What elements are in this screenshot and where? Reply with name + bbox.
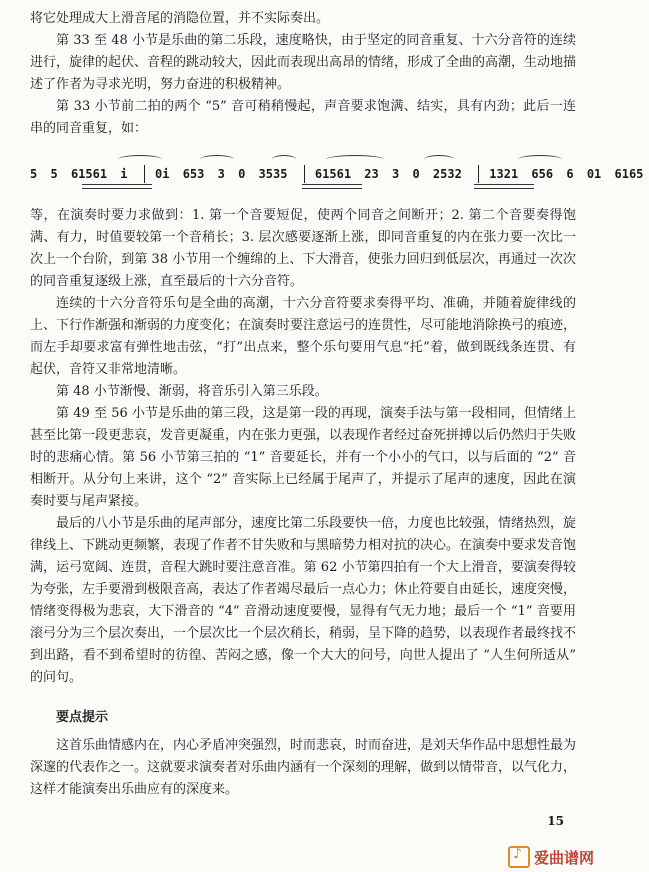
- note-group: 6165: [614, 166, 644, 181]
- note-group: 23: [364, 166, 379, 181]
- note-group: 656: [531, 166, 554, 181]
- note-group: 5: [30, 166, 38, 181]
- barline: [478, 165, 479, 183]
- page-number: 15: [547, 814, 564, 828]
- note-group: 3: [217, 166, 225, 181]
- note-group: 01: [586, 166, 602, 181]
- paragraph-8: 最后的八小节是乐曲的尾声部分，速度比第二乐段要快一倍，力度也比较强，情绪热烈，旋律线上、下跳动更频繁，表现了作者不甘失败和与黑暗势力相对抗的决心。在演奏中要求发音饱满，运弓宽阔、连贯，音程大跳时要注意音准。第 62 小节第四拍有一个大上滑音，要演奏得较为夸张，左手要滑到极限音高，表达了作者竭尽最后一点心力；休止符要自由延长，速度突慢，情绪变得极为悲哀，大下滑音的 “4” 音滑动速度要慢，显得有气无力地；最后一个 “1” 音要用滚弓分为三个层次奏出，一个层次比一个层次稍长，稍弱，呈下降的趋势，以表现作者最终找不到出路，看不到希望时的彷徨、苦闷之感，像一个大大的问号，向世人提出了 “人生何所适从” 的问句。: [30, 516, 577, 685]
- paragraph-9: 这首乐曲情感内在，内心矛盾冲突强烈，时而悲哀，时而奋进，是刘天华作品中思想性最为深邃的代表作之一。这就要求演奏者对乐曲内涵有一个深刻的理解，做到以情带音，以气化力，这样才能演奏出乐曲应有的深度来。: [30, 738, 577, 797]
- paragraph-7: 第 49 至 56 小节是乐曲的第三段，这是第一段的再现，演奏手法与第一段相同，但情绪上甚至比第一段更悲哀，发音更凝重，内在张力更强，以表现作者经过奋死拼搏以后仍然归于失败时的悲痛心情。第 56 小节第三拍的 “1” 音要延长，并有一个小小的气口，以与后面的 “2” 音相断开。从分句上来讲，这个 “2” 音实际上已经属于尾声了，并提示了尾声的速度，因此在演奏时要与尾声紧接。: [30, 406, 577, 509]
- note-group: 61561: [314, 166, 352, 181]
- note-group: 3: [391, 166, 400, 181]
- paragraph-4: 等，在演奏时要力求做到：1. 第一个音要短促，使两个同音之间断开；2. 第二个音要奏得饱满、有力，时值要较第一个音稍长；3. 层次感要逐渐上涨，即同音重复的内在张力要一次比一次上一个台阶，到第 38 小节用一个缠绵的上、下大滑音，使张力回归到低层次，再通过一次次的同音重复逐级上涨，直至最后的十六分音符。: [30, 208, 576, 289]
- note-group: 3535: [258, 166, 288, 181]
- notation-line: [30, 165, 644, 183]
- note-group: 2532: [432, 166, 462, 181]
- watermark-text: 爱曲谱网: [533, 848, 594, 867]
- paragraph-2: 第 33 至 48 小节是乐曲的第二乐段，速度略快，由于坚定的同音重复、十六分音符的连续进行，旋律的起伏、音程的跳动较大，因此而表现出高昂的情绪，形成了全曲的高潮，生动地描述了作者为寻求光明，努力奋进的积极精神。: [30, 33, 577, 92]
- note-group: 0: [238, 166, 246, 181]
- paragraph-1: 将它处理成大上滑音尾的消隐位置，并不实际奏出。: [30, 11, 330, 26]
- music-note-icon: [508, 846, 530, 868]
- note-group: 0: [412, 166, 420, 181]
- music-notation-excerpt: [30, 150, 644, 197]
- note-group: 653: [182, 166, 205, 181]
- barline: [304, 165, 305, 183]
- page-body: [30, 8, 644, 801]
- note-group: i: [120, 166, 128, 181]
- paragraph-3: 第 33 小节前二拍的两个 “5” 音可稍稍慢起，声音要求饱满、结实，具有内劲；此后一连串的同音重复，如：: [30, 99, 576, 136]
- note-group: 1321: [489, 166, 519, 181]
- note-group: 5: [50, 166, 58, 181]
- note-group: 61561: [70, 166, 108, 181]
- paragraph-6: 第 48 小节渐慢、渐弱，将音乐引入第三乐段。: [56, 384, 328, 399]
- note-group: 0i: [155, 166, 170, 181]
- watermark: [508, 846, 594, 868]
- section-title: 要点提示: [56, 710, 109, 725]
- note-group: 6: [566, 166, 574, 181]
- barline: [144, 165, 145, 183]
- paragraph-5: 连续的十六分音符乐句是全曲的高潮，十六分音符要求奏得平均、准确，并随着旋律线的上、下行作渐强和渐弱的力度变化；在演奏时要注意运弓的连贯性，尽可能地消除换弓的痕迹，而左手却要求富有弹性地击弦，“打”出点来，整个乐句要用气息“托”着，做到既线条连贯、有起伏，音符又非常地清晰。: [30, 296, 577, 377]
